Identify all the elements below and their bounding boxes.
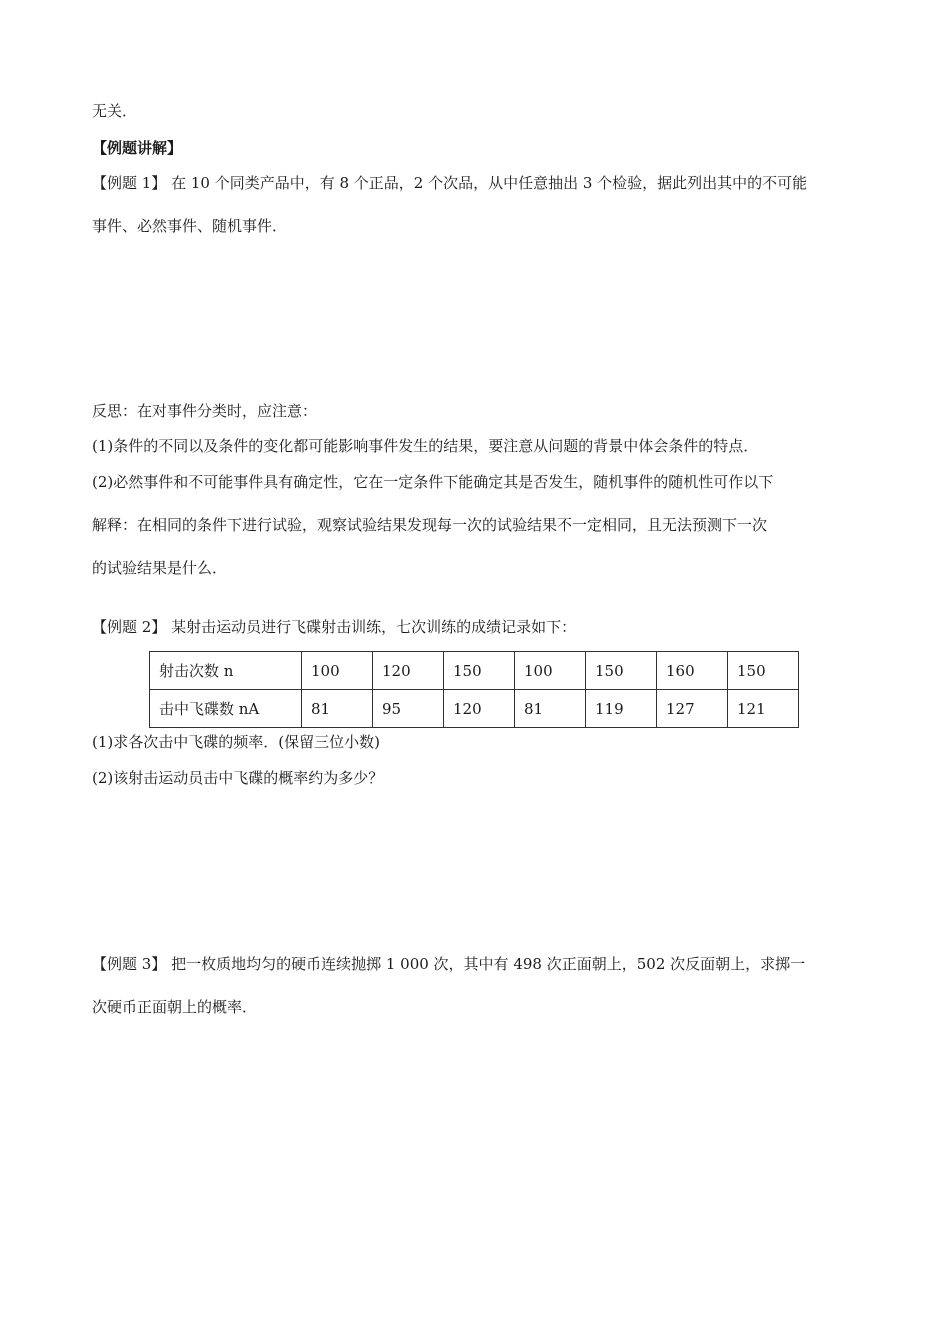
- example-2-text: 【例题 2】 某射击运动员进行飞碟射击训练，七次训练的成绩记录如下：: [92, 618, 577, 636]
- table-cell: 120: [444, 690, 515, 728]
- table-cell: 120: [373, 652, 444, 690]
- table-row-header: 击中飞碟数 nA: [150, 690, 302, 728]
- table-cell: 81: [515, 690, 586, 728]
- reflection-point-2: (2)必然事件和不可能事件具有确定性，它在一定条件下能确定其是否发生，随机事件的随机性可作以下: [92, 473, 774, 491]
- table-cell: 150: [586, 652, 657, 690]
- table-row: [150, 690, 799, 728]
- reflection-point-1: (1)条件的不同以及条件的变化都可能影响事件发生的结果，要注意从问题的背景中体会条件的特点．: [92, 437, 759, 455]
- table-row: [150, 652, 799, 690]
- table-cell: 150: [728, 652, 799, 690]
- table-cell: 100: [302, 652, 373, 690]
- reflection-point-2-cont: 解释：在相同的条件下进行试验，观察试验结果发现每一次的试验结果不一定相同，且无法预测下一次: [92, 516, 768, 534]
- table-cell: 127: [657, 690, 728, 728]
- reflection-point-2-end: 的试验结果是什么．: [92, 559, 228, 577]
- table-cell: 119: [586, 690, 657, 728]
- example-1-text: 【例题 1】 在 10 个同类产品中，有 8 个正品，2 个次品，从中任意抽出 3 个检验，据此列出其中的不可能: [92, 174, 808, 192]
- example-2-question-1: (1)求各次击中飞碟的频率．(保留三位小数): [92, 733, 380, 751]
- table-cell: 81: [302, 690, 373, 728]
- example-3-text: 【例题 3】 把一枚质地均匀的硬币连续抛掷 1 000 次，其中有 498 次正面朝上，502 次反面朝上，求掷一: [92, 955, 806, 973]
- table-row-header: 射击次数 n: [150, 652, 302, 690]
- table-cell: 100: [515, 652, 586, 690]
- shooting-record-table: [149, 651, 799, 728]
- table-cell: 150: [444, 652, 515, 690]
- reflection-title: 反思：在对事件分类时，应注意：: [92, 402, 318, 420]
- text-line: 无关．: [92, 102, 138, 120]
- table-cell: 160: [657, 652, 728, 690]
- example-3-text-cont: 次硬币正面朝上的概率．: [92, 998, 258, 1016]
- table-cell: 95: [373, 690, 444, 728]
- example-1-text-cont: 事件、必然事件、随机事件．: [92, 217, 288, 235]
- example-2-question-2: (2)该射击运动员击中飞碟的概率约为多少？: [92, 769, 384, 787]
- section-title: 【例题讲解】: [92, 139, 183, 157]
- table-cell: 121: [728, 690, 799, 728]
